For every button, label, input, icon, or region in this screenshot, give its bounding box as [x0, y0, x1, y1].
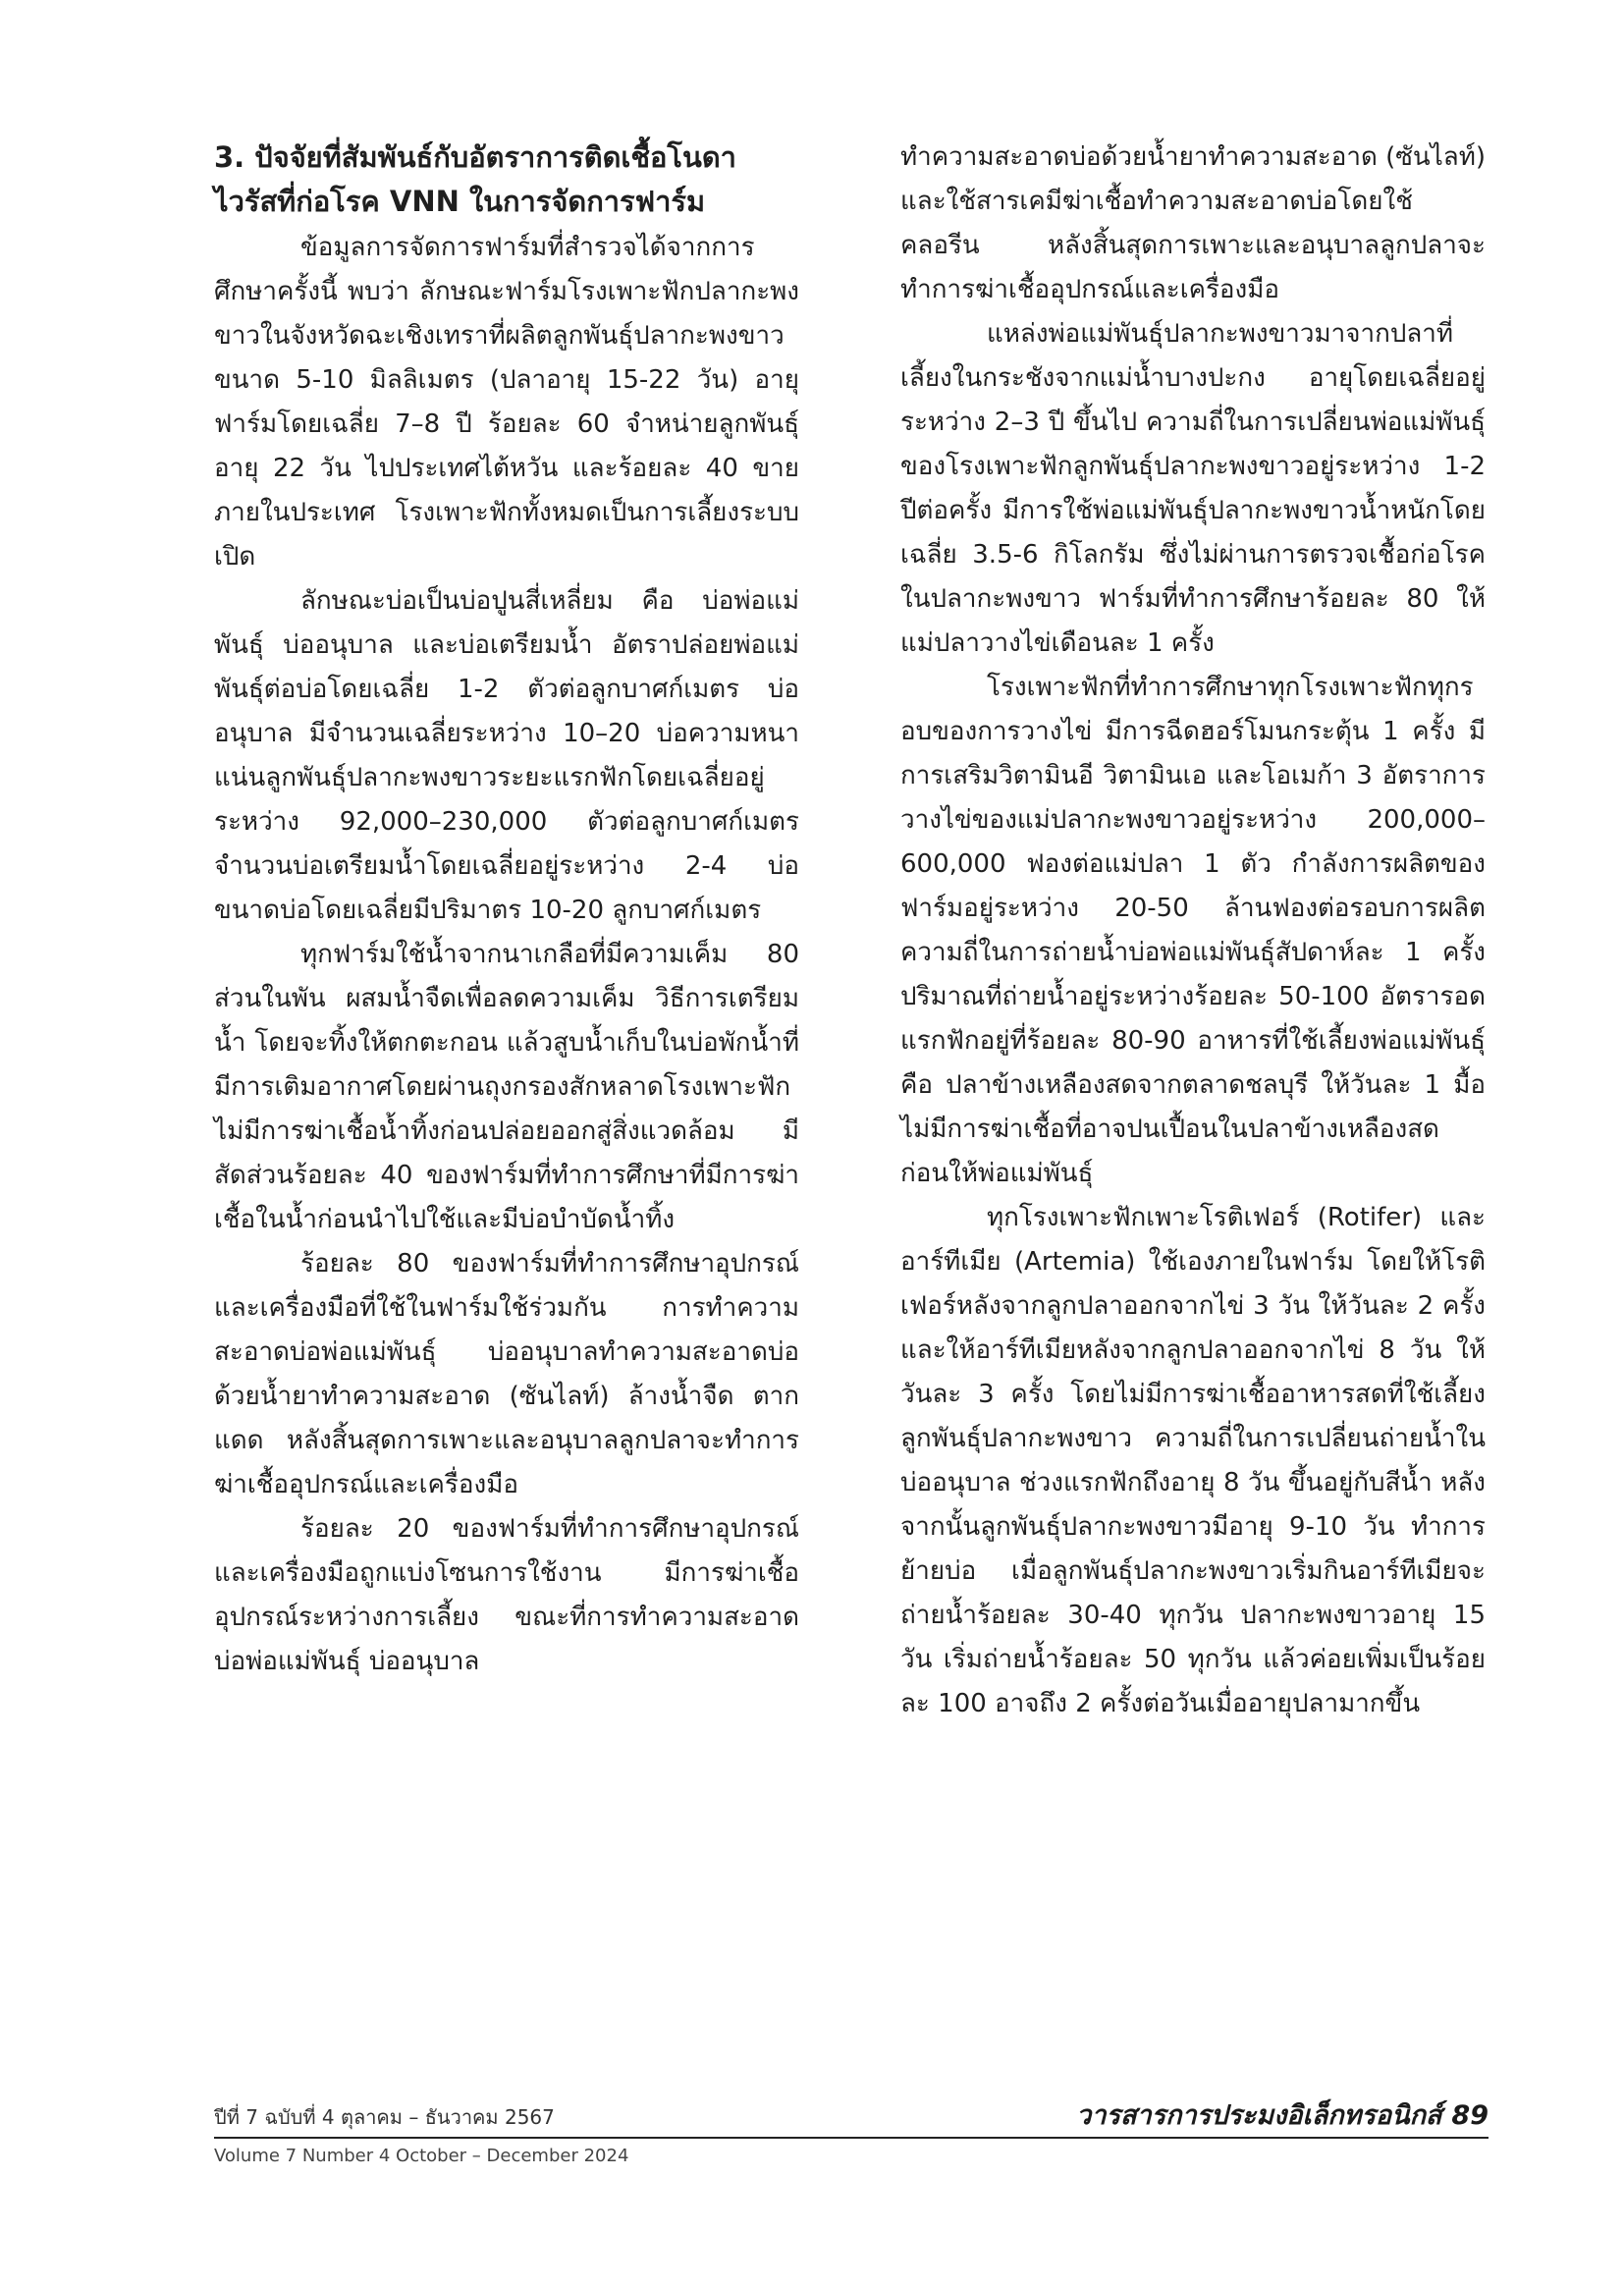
- left-column: [214, 136, 799, 1684]
- paragraph: ทุกฟาร์มใช้น้ำจากนาเกลือที่มีความเค็ม 80 ส่วนในพัน ผสมน้ำจืดเพื่อลดความเค็ม วิธีการเตรียมน้ำ โดยจะทิ้งให้ตกตะกอน แล้วสูบน้ำเก็บในบ่อพักน้ำที่มีการเติมอากาศโดยผ่านถุงกรองสักหลาดโรงเพาะฟักไม่มีการฆ่าเชื้อน้ำทิ้งก่อนปล่อยออกสู่สิ่งแวดล้อม มีสัดส่วนร้อยละ 40 ของฟาร์มที่ทำการศึกษาที่มีการฆ่าเชื้อในน้ำก่อนนำไปใช้และมีบ่อบำบัดน้ำทิ้ง: [214, 940, 799, 1234]
- footer-journal-title: [1076, 2099, 1489, 2133]
- footer-divider: [214, 2137, 1489, 2139]
- paragraph: ร้อยละ 20 ของฟาร์มที่ทำการศึกษาอุปกรณ์และเครื่องมือถูกแบ่งโซนการใช้งาน มีการฆ่าเชื้ออุปกรณ์ระหว่างการเลี้ยง ขณะที่การทำความสะอาดบ่อพ่อแม่พันธุ์ บ่ออนุบาล: [214, 1514, 799, 1676]
- right-column: [900, 136, 1486, 1726]
- paragraph: แหล่งพ่อแม่พันธุ์ปลากะพงขาวมาจากปลาที่เลี้ยงในกระชังจากแม่น้ำบางปะกง อายุโดยเฉลี่ยอยู่ระหว่าง 2–3 ปี ขึ้นไป ความถี่ในการเปลี่ยนพ่อแม่พันธุ์ของโรงเพาะฟักลูกพันธุ์ปลากะพงขาวอยู่ระหว่าง 1-2 ปีต่อครั้ง มีการใช้พ่อแม่พันธุ์ปลากะพงขาวน้ำหนักโดยเฉลี่ย 3.5-6 กิโลกรัม ซึ่งไม่ผ่านการตรวจเชื้อก่อโรคในปลากะพงขาว ฟาร์มที่ทำการศึกษาร้อยละ 80 ให้แม่ปลาวางไข่เดือนละ 1 ครั้ง: [900, 319, 1486, 658]
- journal-name: วารสารการประมงอิเล็กทรอนิกส์: [1076, 2100, 1442, 2131]
- section-heading: 3. ปัจจัยที่สัมพันธ์กับอัตราการติดเชื้อโนดาไวรัสที่ก่อโรค VNN ในการจัดการฟาร์ม: [214, 140, 736, 218]
- footer-issue-english: Volume 7 Number 4 October – December 2024: [214, 2146, 629, 2166]
- paragraph: โรงเพาะฟักที่ทำการศึกษาทุกโรงเพาะฟักทุกรอบของการวางไข่ มีการฉีดฮอร์โมนกระตุ้น 1 ครั้ง มีการเสริมวิตามินอี วิตามินเอ และโอเมก้า 3 อัตราการวางไข่ของแม่ปลากะพงขาวอยู่ระหว่าง 200,000–600,000 ฟองต่อแม่ปลา 1 ตัว กำลังการผลิตของฟาร์มอยู่ระหว่าง 20-50 ล้านฟองต่อรอบการผลิต ความถี่ในการถ่ายน้ำบ่อพ่อแม่พันธุ์สัปดาห์ละ 1 ครั้ง ปริมาณที่ถ่ายน้ำอยู่ระหว่างร้อยละ 50-100 อัตรารอดแรกฟักอยู่ที่ร้อยละ 80-90 อาหารที่ใช้เลี้ยงพ่อแม่พันธุ์ คือ ปลาข้างเหลืองสดจากตลาดชลบุรี ให้วันละ 1 มื้อ ไม่มีการฆ่าเชื้อที่อาจปนเปื้อนในปลาข้างเหลืองสดก่อนให้พ่อแม่พันธุ์: [900, 673, 1486, 1188]
- paragraph-continued: ทำความสะอาดบ่อด้วยน้ำยาทำความสะอาด (ซันไลท์) และใช้สารเคมีฆ่าเชื้อทำความสะอาดบ่อโดยใช้คลอรีน หลังสิ้นสุดการเพาะและอนุบาลลูกปลาจะทำการฆ่าเชื้ออุปกรณ์และเครื่องมือ: [900, 142, 1486, 304]
- paragraph: ร้อยละ 80 ของฟาร์มที่ทำการศึกษาอุปกรณ์และเครื่องมือที่ใช้ในฟาร์มใช้ร่วมกัน การทำความสะอาดบ่อพ่อแม่พันธุ์ บ่ออนุบาลทำความสะอาดบ่อด้วยน้ำยาทำความสะอาด (ซันไลท์) ล้างน้ำจืด ตากแดด หลังสิ้นสุดการเพาะและอนุบาลลูกปลาจะทำการฆ่าเชื้ออุปกรณ์และเครื่องมือ: [214, 1249, 799, 1499]
- paragraph: ข้อมูลการจัดการฟาร์มที่สำรวจได้จากการศึกษาครั้งนี้ พบว่า ลักษณะฟาร์มโรงเพาะฟักปลากะพงขาวในจังหวัดฉะเชิงเทราที่ผลิตลูกพันธุ์ปลากะพงขาวขนาด 5-10 มิลลิเมตร (ปลาอายุ 15-22 วัน) อายุฟาร์มโดยเฉลี่ย 7–8 ปี ร้อยละ 60 จำหน่ายลูกพันธุ์อายุ 22 วัน ไปประเทศไต้หวัน และร้อยละ 40 ขายภายในประเทศ โรงเพาะฟักทั้งหมดเป็นการเลี้ยงระบบเปิด: [214, 233, 799, 572]
- paragraph: ทุกโรงเพาะฟักเพาะโรติเฟอร์ (Rotifer) และอาร์ทีเมีย (Artemia) ใช้เองภายในฟาร์ม โดยให้โรติเฟอร์หลังจากลูกปลาออกจากไข่ 3 วัน ให้วันละ 2 ครั้ง และให้อาร์ทีเมียหลังจากลูกปลาออกจากไข่ 8 วัน ให้วันละ 3 ครั้ง โดยไม่มีการฆ่าเชื้ออาหารสดที่ใช้เลี้ยงลูกพันธุ์ปลากะพงขาว ความถี่ในการเปลี่ยนถ่ายน้ำในบ่ออนุบาล ช่วงแรกฟักถึงอายุ 8 วัน ขึ้นอยู่กับสีน้ำ หลังจากนั้นลูกพันธุ์ปลากะพงขาวมีอายุ 9-10 วัน ทำการย้ายบ่อ เมื่อลูกพันธุ์ปลากะพงขาวเริ่มกินอาร์ทีเมียจะถ่ายน้ำร้อยละ 30-40 ทุกวัน ปลากะพงขาวอายุ 15 วัน เริ่มถ่ายน้ำร้อยละ 50 ทุกวัน แล้วค่อยเพิ่มเป็นร้อยละ 100 อาจถึง 2 ครั้งต่อวันเมื่ออายุปลามากขึ้น: [900, 1203, 1486, 1718]
- page-number: 89: [1451, 2100, 1489, 2131]
- footer-issue-thai: ปีที่ 7 ฉบับที่ 4 ตุลาคม – ธันวาคม 2567: [214, 2105, 555, 2129]
- paragraph: ลักษณะบ่อเป็นบ่อปูนสี่เหลี่ยม คือ บ่อพ่อแม่พันธุ์ บ่ออนุบาล และบ่อเตรียมน้ำ อัตราปล่อยพ่อแม่พันธุ์ต่อบ่อโดยเฉลี่ย 1-2 ตัวต่อลูกบาศก์เมตร บ่ออนุบาล มีจำนวนเฉลี่ยระหว่าง 10–20 บ่อความหนาแน่นลูกพันธุ์ปลากะพงขาวระยะแรกฟักโดยเฉลี่ยอยู่ระหว่าง 92,000–230,000 ตัวต่อลูกบาศก์เมตร จำนวนบ่อเตรียมน้ำโดยเฉลี่ยอยู่ระหว่าง 2-4 บ่อ ขนาดบ่อโดยเฉลี่ยมีปริมาตร 10-20 ลูกบาศก์เมตร: [214, 586, 799, 925]
